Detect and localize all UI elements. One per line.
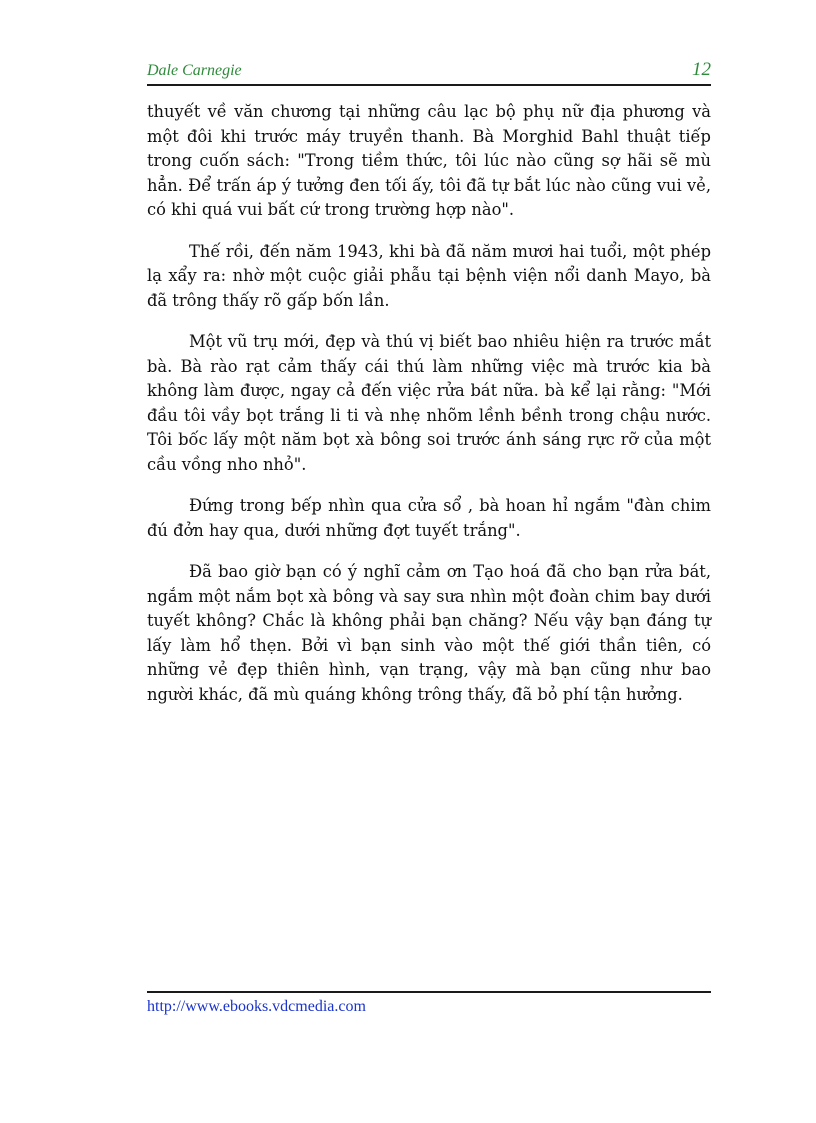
paragraph-5: Đã bao giờ bạn có ý nghĩ cảm ơn Tạo hoá đã cho bạn rửa bát, ngắm một nắm bọt xà bông và say sưa nhìn một đoàn chim bay dưới tuyết không? Chắc là không phải bạn chăng? Nếu vậy bạn đáng tự lấy làm hổ thẹn. Bởi vì bạn sinh vào một thế giới thần tiên, có những vẻ đẹp thiên hình, vạn trạng, vậy mà bạn cũng như bao người khác, đã mù quáng không trông thấy, đã bỏ phí tận hưởng. (147, 562, 711, 704)
page-number: 12 (692, 59, 711, 80)
body-text (147, 100, 711, 724)
footer-url-link[interactable]: http://www.ebooks.vdcmedia.com (147, 998, 366, 1015)
header-author: Dale Carnegie (147, 62, 242, 79)
paragraph-2: Thế rồi, đến năm 1943, khi bà đã năm mươi hai tuổi, một phép lạ xẩy ra: nhờ một cuộc giải phẫu tại bệnh viện nổi danh Mayo, bà đã trông thấy rõ gấp bốn lần. (147, 241, 711, 310)
paragraph-1: thuyết về văn chương tại những câu lạc bộ phụ nữ địa phương và một đôi khi trước máy truyền thanh. Bà Morghid Bahl thuật tiếp trong cuốn sách: "Trong tiềm thức, tôi lúc nào cũng sợ hãi sẽ mù hẳn. Để trấn áp ý tưởng đen tối ấy, tôi đã tự bắt lúc nào cũng vui vẻ, có khi quá vui bất cứ trong trường hợp nào". (147, 102, 711, 219)
paragraph-4: Đứng trong bếp nhìn qua cửa sổ , bà hoan hỉ ngắm "đàn chim đú đởn hay qua, dưới những đợt tuyết trắng". (147, 496, 711, 540)
footer-divider (147, 991, 711, 993)
page-header (147, 58, 711, 86)
paragraph-3: Một vũ trụ mới, đẹp và thú vị biết bao nhiêu hiện ra trước mắt bà. Bà rào rạt cảm thấy cái thú làm những việc mà trước kia bà không làm được, ngay cả đến việc rửa bát nữa. bà kể lại rằng: "Mới đầu tôi vầy bọt trắng li ti và nhẹ nhõm lềnh bềnh trong chậu nước. Tôi bốc lấy một năm bọt xà bông soi trước ánh sáng rực rỡ của một cầu vồng nho nhỏ". (147, 332, 711, 474)
